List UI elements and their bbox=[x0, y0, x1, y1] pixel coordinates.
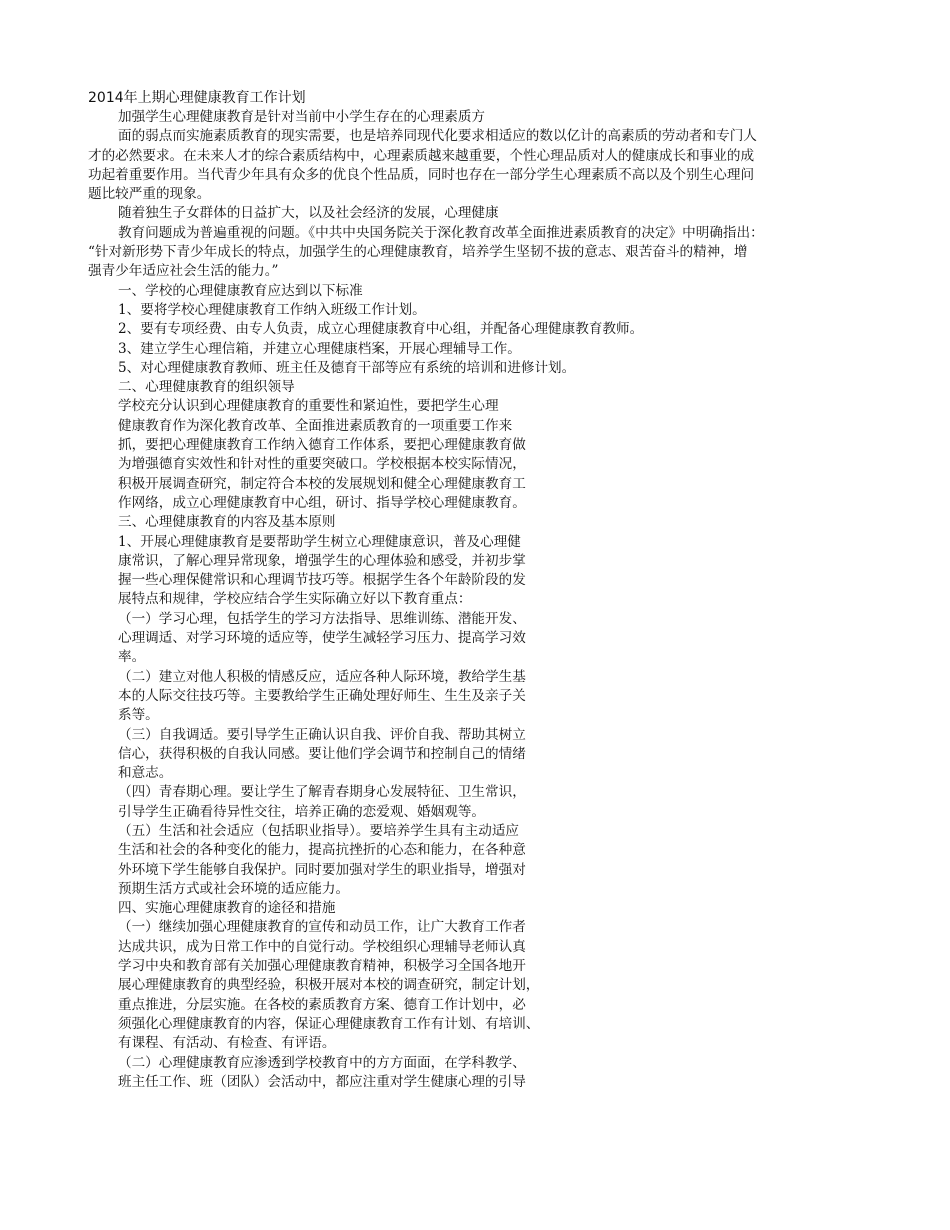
text-line: 须强化心理健康教育的内容，保证心理健康教育工作有计划、有培训、 bbox=[118, 1015, 540, 1032]
text-line: 重点推进，分层实施。在各校的素质教育方案、德育工作计划中，必 bbox=[118, 996, 526, 1013]
text-line: 三、心理健康教育的内容及基本原则 bbox=[118, 514, 336, 531]
text-line: 引导学生正确看待异性交往，培养正确的恋爱观、婚姻观等。 bbox=[118, 803, 486, 820]
text-line: 达成共识，成为日常工作中的自觉行动。学校组织心理辅导老师认真 bbox=[118, 938, 526, 955]
text-line: 强青少年适应社会生活的能力。” bbox=[88, 263, 279, 280]
text-line: 随着独生子女群体的日益扩大，以及社会经济的发展，心理健康 bbox=[118, 205, 499, 222]
text-line: 学校充分认识到心理健康教育的重要性和紧迫性，要把学生心理 bbox=[118, 398, 499, 415]
document-title: 2014年上期心理健康教育工作计划 bbox=[88, 90, 306, 106]
text-line: （二）建立对他人积极的情感反应，适应各种人际环境，教给学生基 bbox=[118, 668, 526, 685]
text-line: 学习中央和教育部有关加强心理健康教育精神，积极学习全国各地开 bbox=[118, 958, 526, 975]
text-line: 健康教育作为深化教育改革、全面推进素质教育的一项重要工作来 bbox=[118, 417, 513, 434]
text-line: 为增强德育实效性和针对性的重要突破口。学校根据本校实际情况， bbox=[118, 456, 526, 473]
text-line: 3、建立学生心理信箱，并建立心理健康档案，开展心理辅导工作。 bbox=[118, 340, 521, 357]
text-line: 抓，要把心理健康教育工作纳入德育工作体系，要把心理健康教育做 bbox=[118, 437, 526, 454]
text-line: 系等。 bbox=[118, 707, 159, 724]
text-line: （二）心理健康教育应渗透到学校教育中的方方面面，在学科教学、 bbox=[118, 1054, 526, 1071]
text-line: 康常识，了解心理异常现象，增强学生的心理体验和感受，并初步掌 bbox=[118, 552, 526, 569]
text-line: 和意志。 bbox=[118, 765, 173, 782]
text-line: 2、要有专项经费、由专人负责，成立心理健康教育中心组，并配备心理健康教育教师。 bbox=[118, 321, 644, 338]
text-line: （五）生活和社会适应（包括职业指导）。要培养学生具有主动适应 bbox=[118, 822, 520, 839]
text-line: 班主任工作、班（团队）会活动中，都应注重对学生健康心理的引导 bbox=[118, 1073, 526, 1090]
text-line: 率。 bbox=[118, 649, 146, 666]
text-line: 本的人际交往技巧等。主要教给学生正确处理好师生、生生及亲子关 bbox=[118, 687, 526, 704]
text-line: （一）学习心理，包括学生的学习方法指导、思维训练、潜能开发、 bbox=[118, 610, 526, 627]
text-line: 面的弱点而实施素质教育的现实需要，也是培养同现代化要求相适应的数以亿计的高素质的劳动者和专门人 bbox=[118, 128, 757, 145]
text-line: 展特点和规律，学校应结合学生实际确立好以下教育重点： bbox=[118, 591, 472, 608]
text-line: 生活和社会的各种变化的能力，提高抗挫折的心态和能力，在各种意 bbox=[118, 842, 526, 859]
document-body bbox=[88, 108, 890, 1092]
text-line: 展心理健康教育的典型经验，积极开展对本校的调查研究，制定计划， bbox=[118, 977, 540, 994]
text-line: 二、心理健康教育的组织领导 bbox=[118, 379, 295, 396]
text-line: （三）自我调适。要引导学生正确认识自我、评价自我、帮助其树立 bbox=[118, 726, 526, 743]
text-line: 心理调适、对学习环境的适应等，使学生减轻学习压力、提高学习效 bbox=[118, 630, 526, 647]
text-line: 一、学校的心理健康教育应达到以下标准 bbox=[118, 282, 363, 299]
text-line: 加强学生心理健康教育是针对当前中小学生存在的心理素质方 bbox=[118, 109, 486, 125]
text-line: 积极开展调查研究，制定符合本校的发展规划和健全心理健康教育工 bbox=[118, 475, 526, 492]
text-line: 外环境下学生能够自我保护。同时要加强对学生的职业指导，增强对 bbox=[118, 861, 526, 878]
text-line: 握一些心理保健常识和心理调节技巧等。根据学生各个年龄阶段的发 bbox=[118, 572, 526, 589]
text-line: 功起着重要作用。当代青少年具有众多的优良个性品质，同时也存在一部分学生心理素质不高以及个别生心理问 bbox=[88, 166, 755, 183]
text-line: 预期生活方式或社会环境的适应能力。 bbox=[118, 880, 350, 897]
text-line: 作网络，成立心理健康教育中心组，研讨、指导学校心理健康教育。 bbox=[118, 494, 526, 511]
text-line: 1、开展心理健康教育是要帮助学生树立心理健康意识，普及心理健 bbox=[118, 533, 521, 550]
text-line: 教育问题成为普遍重视的问题。《中共中央国务院关于深化教育改革全面推进素质教育的决定》中明确指出： bbox=[118, 224, 764, 241]
text-line: 1、要将学校心理健康教育工作纳入班级工作计划。 bbox=[118, 301, 426, 318]
text-line: 有课程、有活动、有检查、有评语。 bbox=[118, 1035, 336, 1052]
text-line: 5、对心理健康教育教师、班主任及德育干部等应有系统的培训和进修计划。 bbox=[118, 359, 576, 376]
text-line: 信心，获得积极的自我认同感。要让他们学会调节和控制自己的情绪 bbox=[118, 745, 526, 762]
text-line: “针对新形势下青少年成长的特点，加强学生的心理健康教育，培养学生坚韧不拔的意志、艰苦奋斗的精神，增 bbox=[88, 244, 748, 261]
text-line: （一）继续加强心理健康教育的宣传和动员工作，让广大教育工作者 bbox=[118, 919, 526, 936]
text-line: 才的必然要求。在未来人才的综合素质结构中，心理素质越来越重要，个性心理品质对人的健康成长和事业的成 bbox=[88, 147, 755, 164]
text-line: （四）青春期心理。要让学生了解青春期身心发展特征、卫生常识， bbox=[118, 784, 526, 801]
text-line: 四、实施心理健康教育的途径和措施 bbox=[118, 900, 336, 917]
text-line: 题比较严重的现象。 bbox=[88, 186, 211, 203]
